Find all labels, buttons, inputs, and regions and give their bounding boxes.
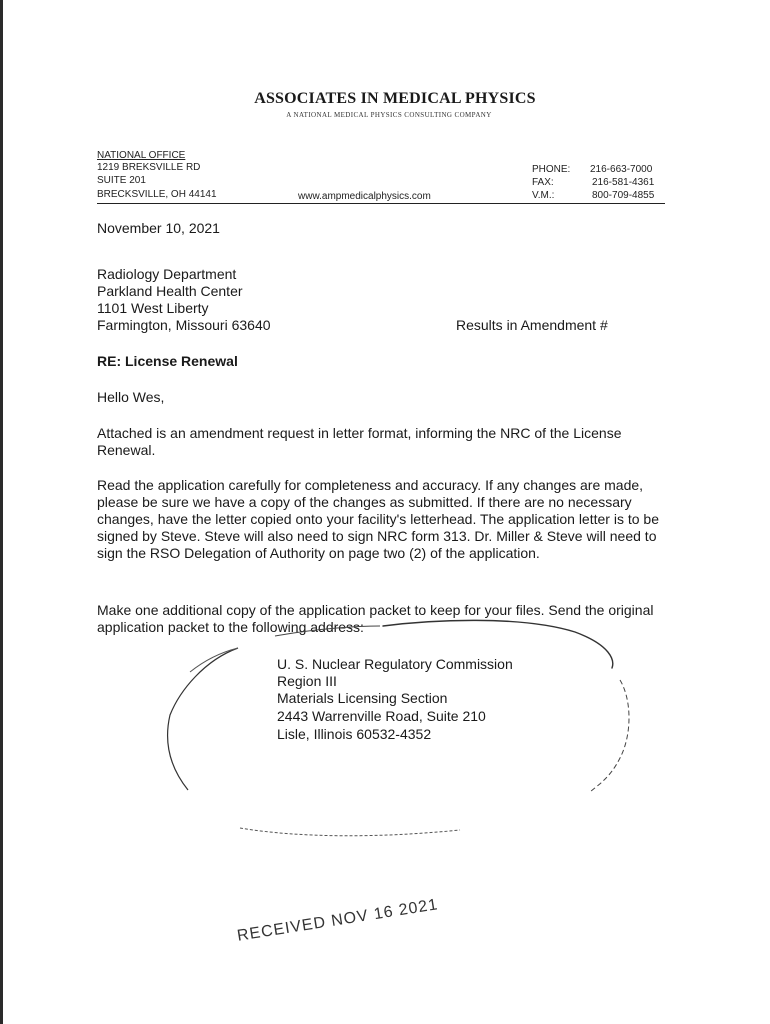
subject-line: RE: License Renewal: [97, 353, 238, 369]
phone-number: 216-663-7000: [590, 164, 653, 175]
vm-label: V.M.:: [532, 190, 555, 201]
fax-number: 216-581-4361: [592, 177, 655, 188]
nrc-address-line-5: Lisle, Illinois 60532-4352: [277, 726, 432, 742]
address-line-3: BRECKSVILLE, OH 44141: [97, 189, 217, 200]
phone-label: PHONE:: [532, 164, 571, 175]
company-name: ASSOCIATES IN MEDICAL PHYSICS: [254, 90, 536, 107]
nrc-address-line-4: 2443 Warrenville Road, Suite 210: [277, 708, 486, 724]
vm-number: 800-709-4855: [592, 190, 655, 201]
office-label: NATIONAL OFFICE: [97, 150, 186, 161]
recipient-line-4: Farmington, Missouri 63640: [97, 317, 271, 333]
paragraph-mailing: Make one additional copy of the application packet to keep for your files. Send the original application packet to the following address:: [97, 602, 654, 635]
address-line-2: SUITE 201: [97, 175, 146, 186]
website-link: www.ampmedicalphysics.com: [298, 191, 431, 202]
received-stamp: RECEIVED NOV 16 2021: [236, 896, 440, 945]
recipient-line-1: Radiology Department: [97, 266, 237, 282]
paragraph-instructions: Read the application carefully for completeness and accuracy. If any changes are made, please be sure we have a copy of the changes as submitted. If there are no necessary changes, have the letter copied onto your facility's letterhead. The application letter is to be signed by Steve. Steve will also need to sign NRC form 313. Dr. Miller & Steve will need to sign the RSO Delegation of Authority on page two (2) of the application.: [97, 477, 659, 561]
nrc-address-line-3: Materials Licensing Section: [277, 690, 448, 706]
nrc-address-line-2: Region III: [277, 673, 337, 689]
results-note: Results in Amendment #: [456, 317, 608, 333]
fax-label: FAX:: [532, 177, 554, 188]
address-line-1: 1219 BREKSVILLE RD: [97, 162, 201, 173]
paragraph-attachment: Attached is an amendment request in letter format, informing the NRC of the License Renewal.: [97, 425, 622, 458]
company-tagline: A NATIONAL MEDICAL PHYSICS CONSULTING COMPANY: [286, 111, 492, 119]
greeting: Hello Wes,: [97, 389, 165, 405]
letter-date: November 10, 2021: [97, 220, 220, 236]
recipient-line-2: Parkland Health Center: [97, 283, 243, 299]
recipient-line-3: 1101 West Liberty: [97, 300, 209, 316]
nrc-address-line-1: U. S. Nuclear Regulatory Commission: [277, 656, 513, 672]
